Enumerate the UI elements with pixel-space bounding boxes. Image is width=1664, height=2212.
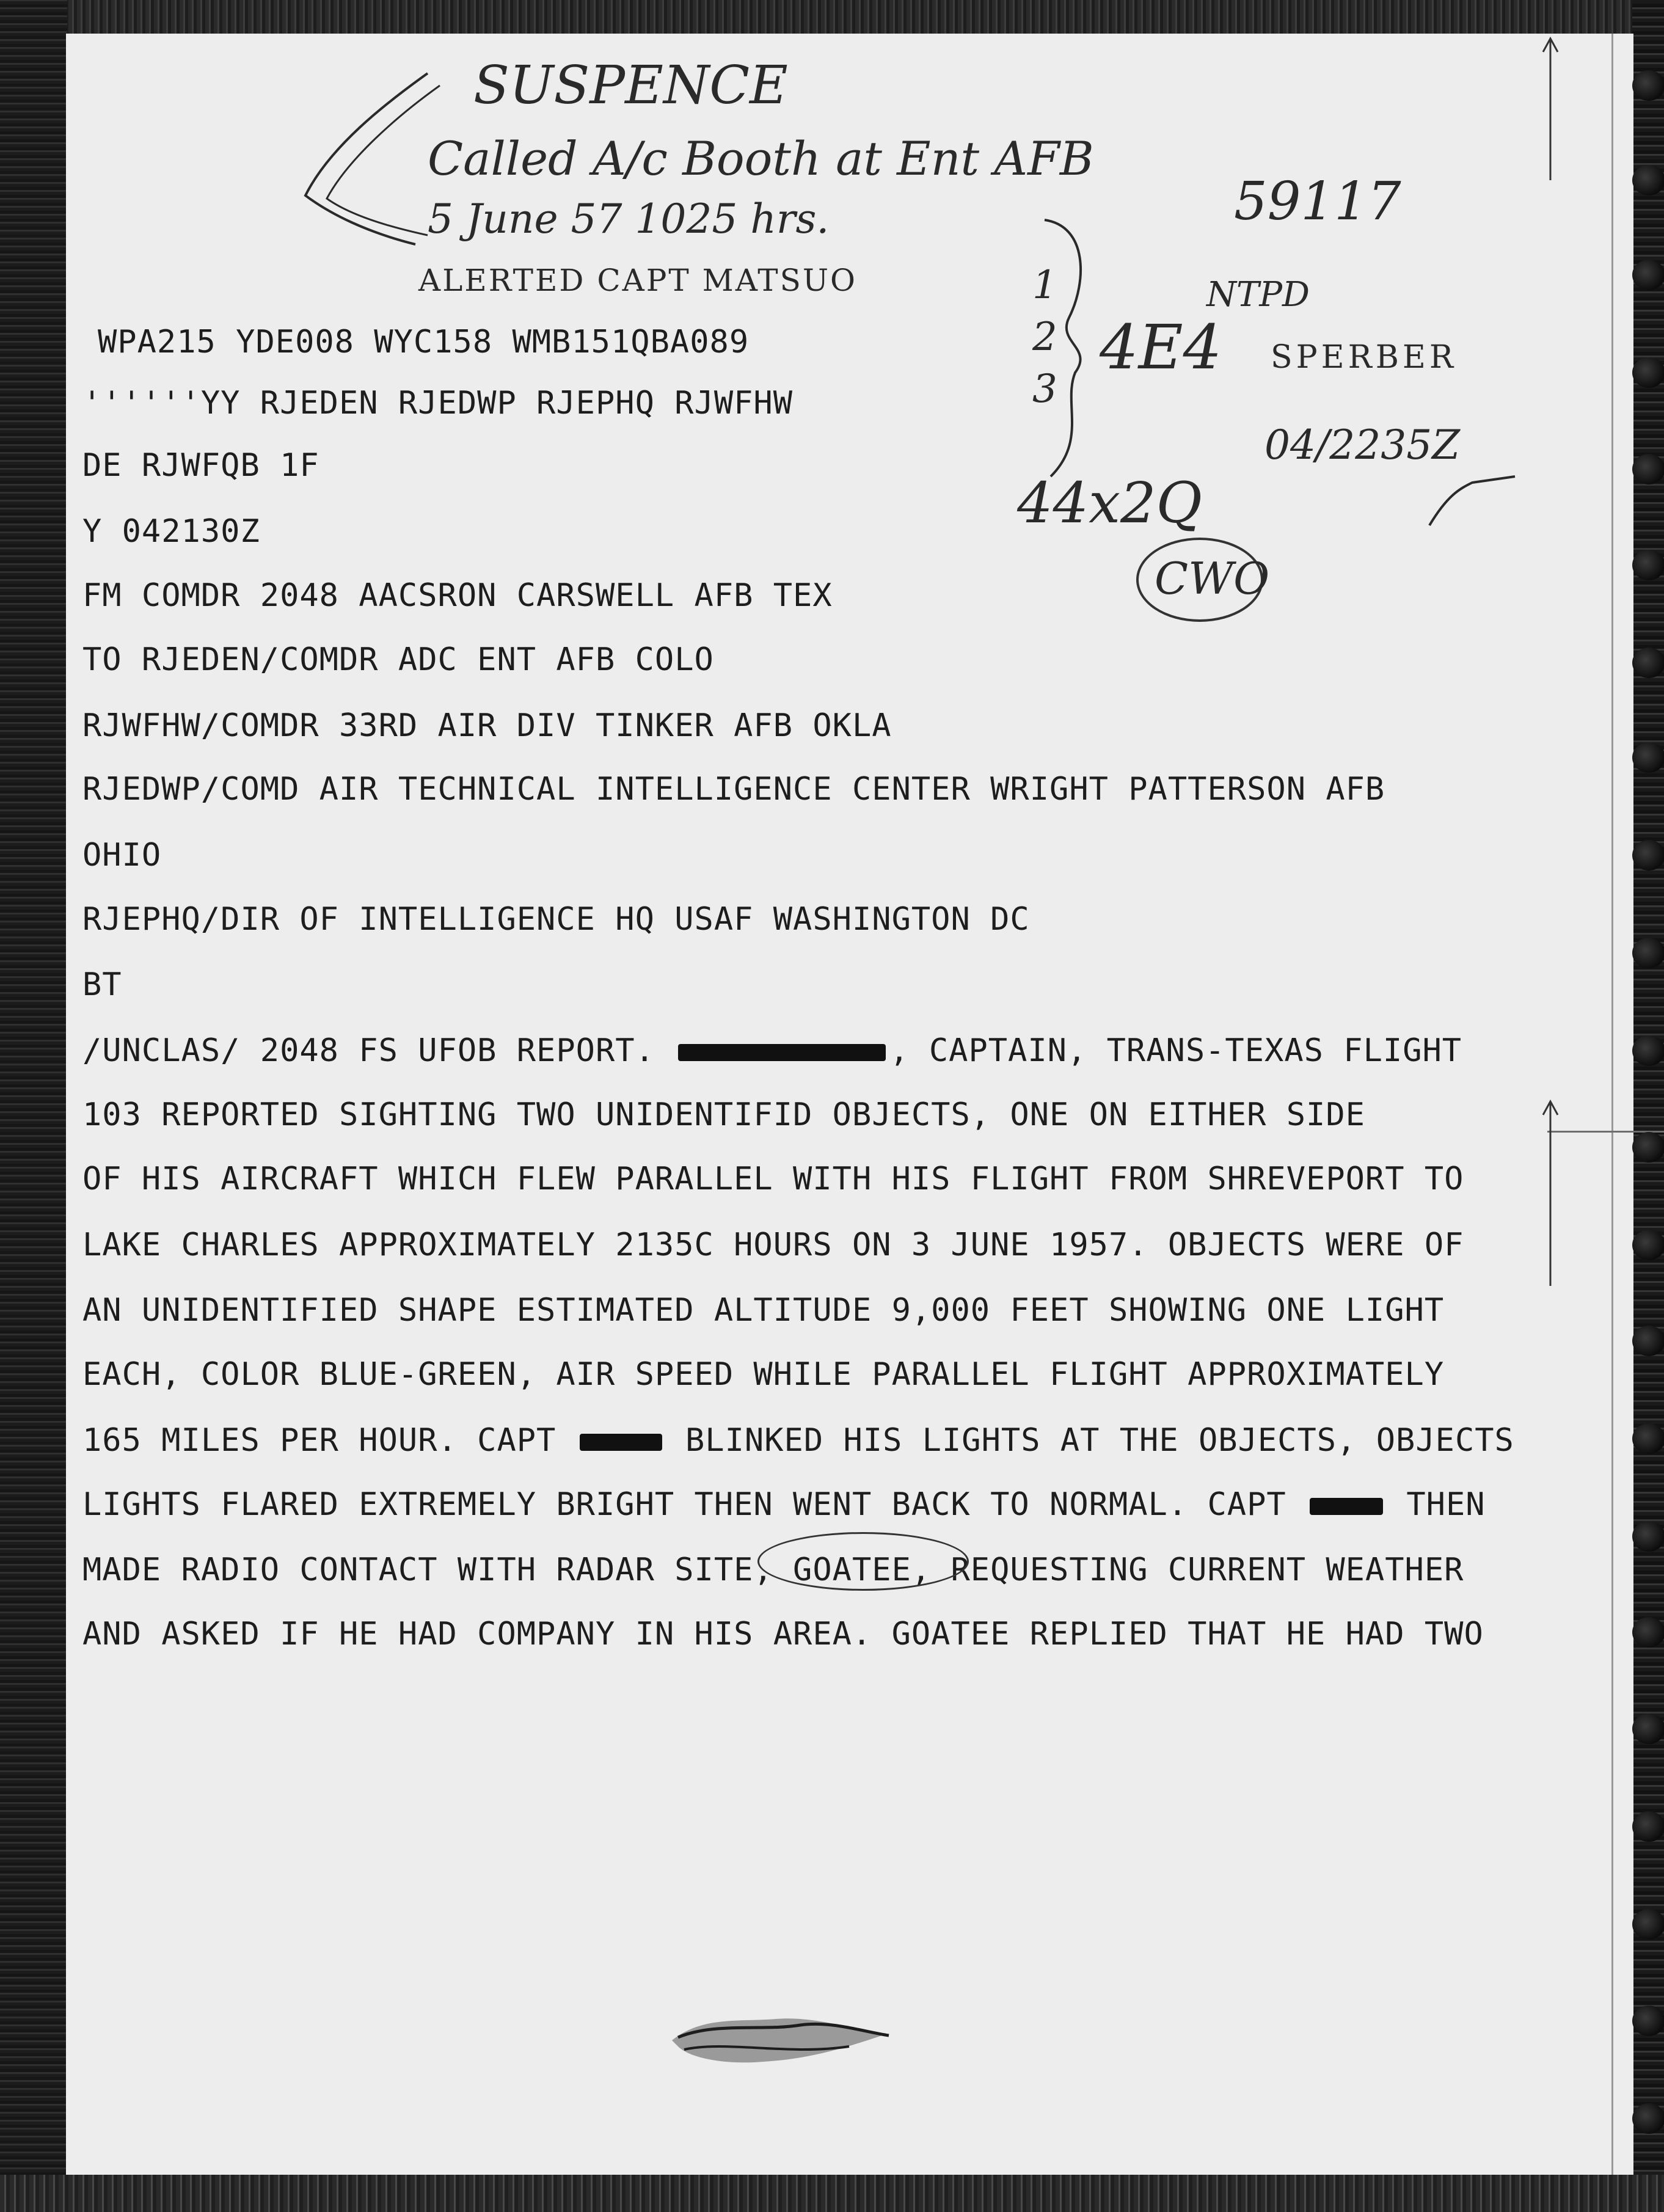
scan-edge-right <box>1632 0 1664 2212</box>
tractor-strip-divider <box>1611 34 1613 2175</box>
scan-edge-bottom <box>0 2175 1664 2212</box>
from-line: FM COMDR 2048 AACSRON CARSWELL AFB TEX <box>82 577 833 614</box>
signature-scribble-icon <box>666 2004 898 2077</box>
feed-hole <box>1632 1423 1664 1454</box>
handwritten-dtg: 04/2235Z <box>1264 422 1461 469</box>
handwritten-alerted: ALERTED CAPT MATSUO <box>418 263 857 298</box>
handwritten-routing-3: 3 <box>1032 367 1057 412</box>
body-line: EACH, COLOR BLUE-GREEN, AIR SPEED WHILE PARALLEL FLIGHT APPROXIMATELY <box>82 1356 1445 1393</box>
handwritten-routing-2: 2 <box>1032 315 1057 360</box>
strip-arrow-icon <box>1532 34 1569 186</box>
body-line: MADE RADIO CONTACT WITH RADAR SITE, GOATEE, REQUESTING CURRENT WEATHER <box>82 1552 1464 1588</box>
to-line: TO RJEDEN/COMDR ADC ENT AFB COLO <box>82 641 714 678</box>
redaction-bar <box>678 1044 886 1061</box>
feed-hole <box>1632 2006 1664 2036</box>
feed-hole <box>1632 1132 1664 1163</box>
feed-hole <box>1632 1326 1664 1356</box>
handwritten-sperber: SPERBER <box>1271 339 1458 376</box>
body-line: AN UNIDENTIFIED SHAPE ESTIMATED ALTITUDE 9,000 FEET SHOWING ONE LIGHT <box>82 1292 1445 1329</box>
strip-arrow-icon <box>1532 1097 1569 1292</box>
redaction-bar <box>580 1434 662 1451</box>
feed-hole <box>1632 742 1664 773</box>
feed-hole <box>1632 165 1664 195</box>
body-line: /UNCLAS/ 2048 FS UFOB REPORT. , CAPTAIN, TRANS-TEXAS FLIGHT <box>82 1032 1462 1069</box>
body-line: 103 REPORTED SIGHTING TWO UNIDENTIFID OBJECTS, ONE ON EITHER SIDE <box>82 1097 1365 1133</box>
body-line: AND ASKED IF HE HAD COMPANY IN HIS AREA. GOATEE REPLIED THAT HE HAD TWO <box>82 1616 1484 1652</box>
handwritten-suspence: SUSPENCE <box>473 55 788 116</box>
to-line: RJWFHW/COMDR 33RD AIR DIV TINKER AFB OKLA <box>82 707 892 744</box>
feed-hole <box>1632 1617 1664 1648</box>
feed-hole <box>1632 938 1664 968</box>
feed-hole <box>1632 454 1664 484</box>
feed-hole <box>1632 70 1664 101</box>
handwritten-cwo: CWO <box>1155 553 1270 604</box>
checkmark-scribble-icon <box>1423 470 1521 538</box>
header-line: DE RJWFQB 1F <box>82 447 319 484</box>
header-line: Y 042130Z <box>82 513 260 550</box>
feed-hole <box>1632 2103 1664 2134</box>
feed-hole <box>1632 357 1664 388</box>
header-line: ''''''YY RJEDEN RJEDWP RJEPHQ RJWFHW <box>82 385 794 422</box>
handwritten-4e4: 4E4 <box>1100 312 1222 383</box>
goatee-circle <box>757 1532 969 1591</box>
feed-hole <box>1632 840 1664 871</box>
feed-hole <box>1632 648 1664 678</box>
feed-hole <box>1632 550 1664 580</box>
feed-hole <box>1632 1909 1664 1940</box>
redaction-bar <box>1310 1498 1383 1515</box>
scan-edge-left <box>0 0 67 2212</box>
handwritten-44x2q: 44x2Q <box>1017 470 1202 536</box>
handwritten-date-time: 5 June 57 1025 hrs. <box>428 195 830 243</box>
feed-hole <box>1632 1714 1664 1744</box>
header-line: WPA215 YDE008 WYC158 WMB151QBA089 <box>98 324 750 360</box>
break-line: BT <box>82 966 122 1003</box>
to-line: RJEPHQ/DIR OF INTELLIGENCE HQ USAF WASHINGTON DC <box>82 901 1030 938</box>
body-line: OF HIS AIRCRAFT WHICH FLEW PARALLEL WITH HIS FLIGHT FROM SHREVEPORT TO <box>82 1161 1464 1197</box>
brace-scribble-icon <box>1032 208 1100 489</box>
handwritten-called: Called A/c Booth at Ent AFB <box>428 131 1094 186</box>
feed-hole <box>1632 1035 1664 1066</box>
handwritten-routing-1: 1 <box>1032 263 1057 308</box>
handwritten-ntpd: NTPD <box>1206 275 1310 315</box>
feed-hole <box>1632 1811 1664 1842</box>
feed-hole <box>1632 260 1664 290</box>
body-line: LIGHTS FLARED EXTREMELY BRIGHT THEN WENT BACK TO NORMAL. CAPT THEN <box>82 1486 1486 1523</box>
handwritten-number: 59117 <box>1234 171 1401 232</box>
to-line: RJEDWP/COMD AIR TECHNICAL INTELLIGENCE CENTER WRIGHT PATTERSON AFB <box>82 771 1385 808</box>
feed-hole <box>1632 1230 1664 1260</box>
body-line: LAKE CHARLES APPROXIMATELY 2135C HOURS ON 3 JUNE 1957. OBJECTS WERE OF <box>82 1227 1464 1263</box>
to-line: OHIO <box>82 837 162 874</box>
body-line: 165 MILES PER HOUR. CAPT BLINKED HIS LIGHTS AT THE OBJECTS, OBJECTS <box>82 1422 1514 1459</box>
feed-hole <box>1632 1521 1664 1552</box>
